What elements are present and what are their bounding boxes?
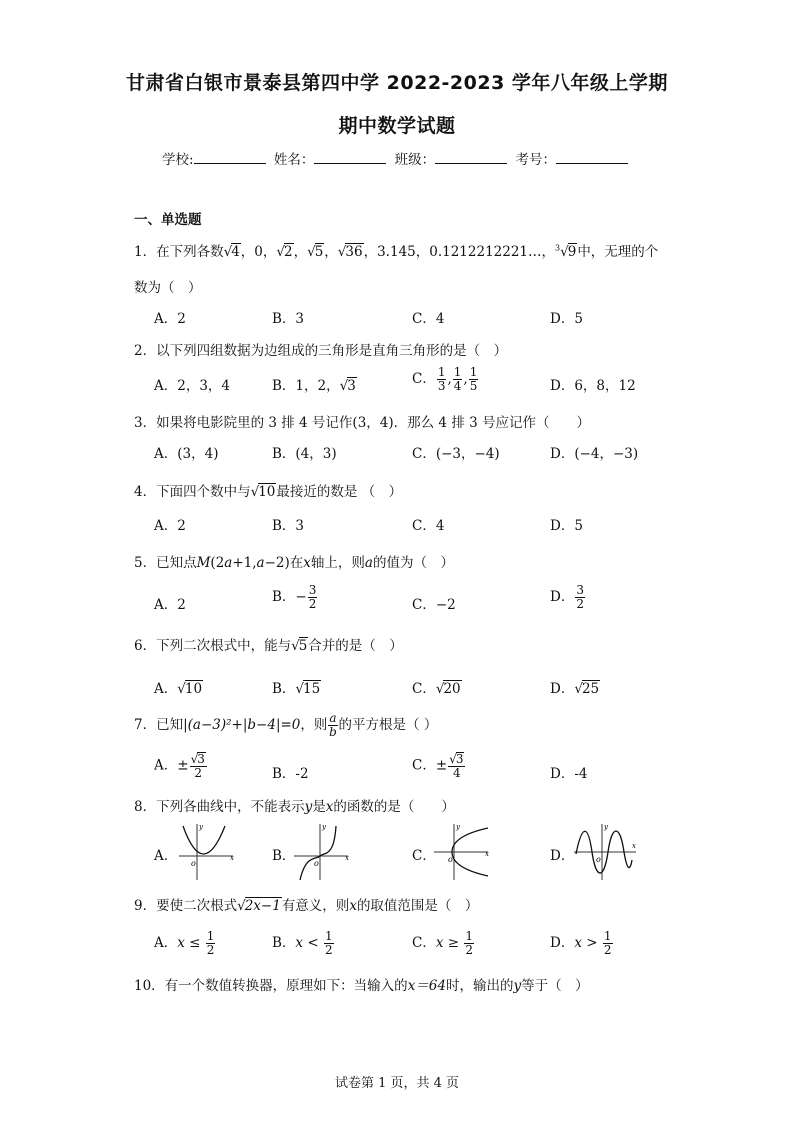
q6-option-a[interactable]: A．√10: [154, 681, 203, 697]
q3-option-b[interactable]: B．(4，3): [272, 446, 337, 462]
svg-text:o: o: [596, 855, 601, 864]
question-3: 3．如果将电影院里的 3 排 4 号记作(3，4)．那么 4 排 3 号应记作（ ）: [134, 415, 590, 431]
q8-graph-d: [572, 820, 638, 882]
q9-option-d[interactable]: D．x > $\frac{1}{2}$: [550, 929, 612, 957]
svg-text:y: y: [456, 823, 460, 831]
q7-option-b[interactable]: B．-2: [272, 766, 309, 782]
number-blank: [556, 151, 628, 164]
question-5: 5．已知点M(2a+1,a−2)在x轴上，则a的值为（ ）: [134, 555, 454, 571]
q5-option-b[interactable]: B．− $\frac{3}{2}$: [272, 583, 317, 611]
section-heading: 一、单选题: [134, 212, 202, 228]
svg-text:y: y: [199, 823, 203, 831]
q8-option-c[interactable]: C．: [412, 848, 436, 864]
q9-option-b[interactable]: B．x < $\frac{1}{2}$: [272, 929, 333, 957]
q3-option-a[interactable]: A．(3，4): [154, 446, 219, 462]
student-info-row: [0, 148, 794, 168]
question-8: 8．下列各曲线中，不能表示y是x的函数的是（ ）: [134, 799, 455, 815]
q5-option-c[interactable]: C．−2: [412, 597, 456, 613]
svg-text:y: y: [322, 823, 326, 831]
q3-option-d[interactable]: D．(−4，−3): [550, 446, 639, 462]
svg-text:x: x: [632, 842, 636, 850]
question-10: 10．有一个数值转换器，原理如下：当输入的x＝64时，输出的y等于（ ）: [134, 978, 589, 994]
q4-option-b[interactable]: B．3: [272, 518, 305, 534]
class-blank: [435, 151, 507, 164]
q6-option-b[interactable]: B．√15: [272, 681, 321, 697]
question-1: 1．在下列各数√4，0，√2，√5，√36，3.145，0.1212212221…，$^3$√9中，无理的个: [134, 243, 659, 260]
q4-option-a[interactable]: A．2: [154, 518, 186, 534]
class-label: 班级：: [394, 152, 436, 168]
q7-option-d[interactable]: D．-4: [550, 766, 588, 782]
svg-text:o: o: [191, 859, 196, 868]
svg-text:y: y: [604, 823, 608, 831]
svg-text:x: x: [345, 854, 349, 862]
page-footer: 试卷第 1 页，共 4 页: [334, 1076, 460, 1091]
question-6: 6．下列二次根式中，能与√5合并的是（ ）: [134, 638, 403, 654]
q1-option-b[interactable]: B．3: [272, 311, 305, 327]
q9-option-a[interactable]: A．x ≤ $\frac{1}{2}$: [154, 929, 215, 957]
q2-option-b[interactable]: B．1，2，√3: [272, 378, 356, 394]
svg-text:o: o: [314, 859, 319, 868]
q2-option-d[interactable]: D．6，8，12: [550, 378, 636, 394]
svg-text:o: o: [448, 855, 453, 864]
q1-option-d[interactable]: D．5: [550, 311, 583, 327]
q6-option-d[interactable]: D．√25: [550, 681, 600, 697]
q6-option-c[interactable]: C．√20: [412, 681, 461, 697]
q8-graph-c: [430, 820, 492, 882]
q1-option-c[interactable]: C．4: [412, 311, 445, 327]
q1-option-a[interactable]: A．2: [154, 311, 186, 327]
name-label: 姓名：: [273, 152, 315, 168]
q2-option-c[interactable]: C． $\frac{1}{3}$ , $\frac{1}{4}$ , $\frac{1}{5}$: [412, 365, 478, 393]
q8-graph-b: [290, 820, 352, 882]
q4-option-d[interactable]: D．5: [550, 518, 583, 534]
question-1-line2: 数为（ ）: [134, 280, 202, 296]
svg-text:x: x: [485, 850, 489, 858]
q8-option-d[interactable]: D．: [550, 848, 575, 864]
q8-graph-a: [175, 820, 237, 882]
q8-option-b[interactable]: B．: [272, 848, 296, 864]
q8-option-a[interactable]: A．: [154, 848, 178, 864]
q7-option-c[interactable]: C．± $\frac{√3}{4}$: [412, 752, 464, 780]
q3-option-c[interactable]: C．(−3，−4): [412, 446, 500, 462]
question-9: 9．要使二次根式√2x−1有意义，则x的取值范围是（ ）: [134, 898, 479, 914]
q4-option-c[interactable]: C．4: [412, 518, 445, 534]
exam-title-line1: 甘肃省白银市景泰县第四中学 2022-2023 学年八年级上学期: [126, 72, 668, 94]
q7-option-a[interactable]: A．± $\frac{√3}{2}$: [154, 752, 205, 780]
school-blank: [194, 151, 266, 164]
q2-option-a[interactable]: A．2，3，4: [154, 378, 231, 394]
school-label: 学校:: [162, 152, 194, 168]
svg-text:x: x: [230, 854, 234, 862]
question-4: 4．下面四个数中与√10最接近的数是 （ ）: [134, 484, 403, 500]
question-2: 2．以下列四组数据为边组成的三角形是直角三角形的是（ ）: [134, 343, 508, 359]
q9-option-c[interactable]: C．x ≥ $\frac{1}{2}$: [412, 929, 474, 957]
q5-option-d[interactable]: D． $\frac{3}{2}$: [550, 583, 584, 611]
question-7: 7．已知|(a−3)²+|b−4|=0，则 $\frac{a}{b}$ 的平方根是（ ）: [134, 711, 438, 739]
q5-option-a[interactable]: A．2: [154, 597, 186, 613]
name-blank: [314, 151, 386, 164]
number-label: 考号：: [515, 152, 556, 168]
exam-title-line2: 期中数学试题: [338, 115, 456, 137]
